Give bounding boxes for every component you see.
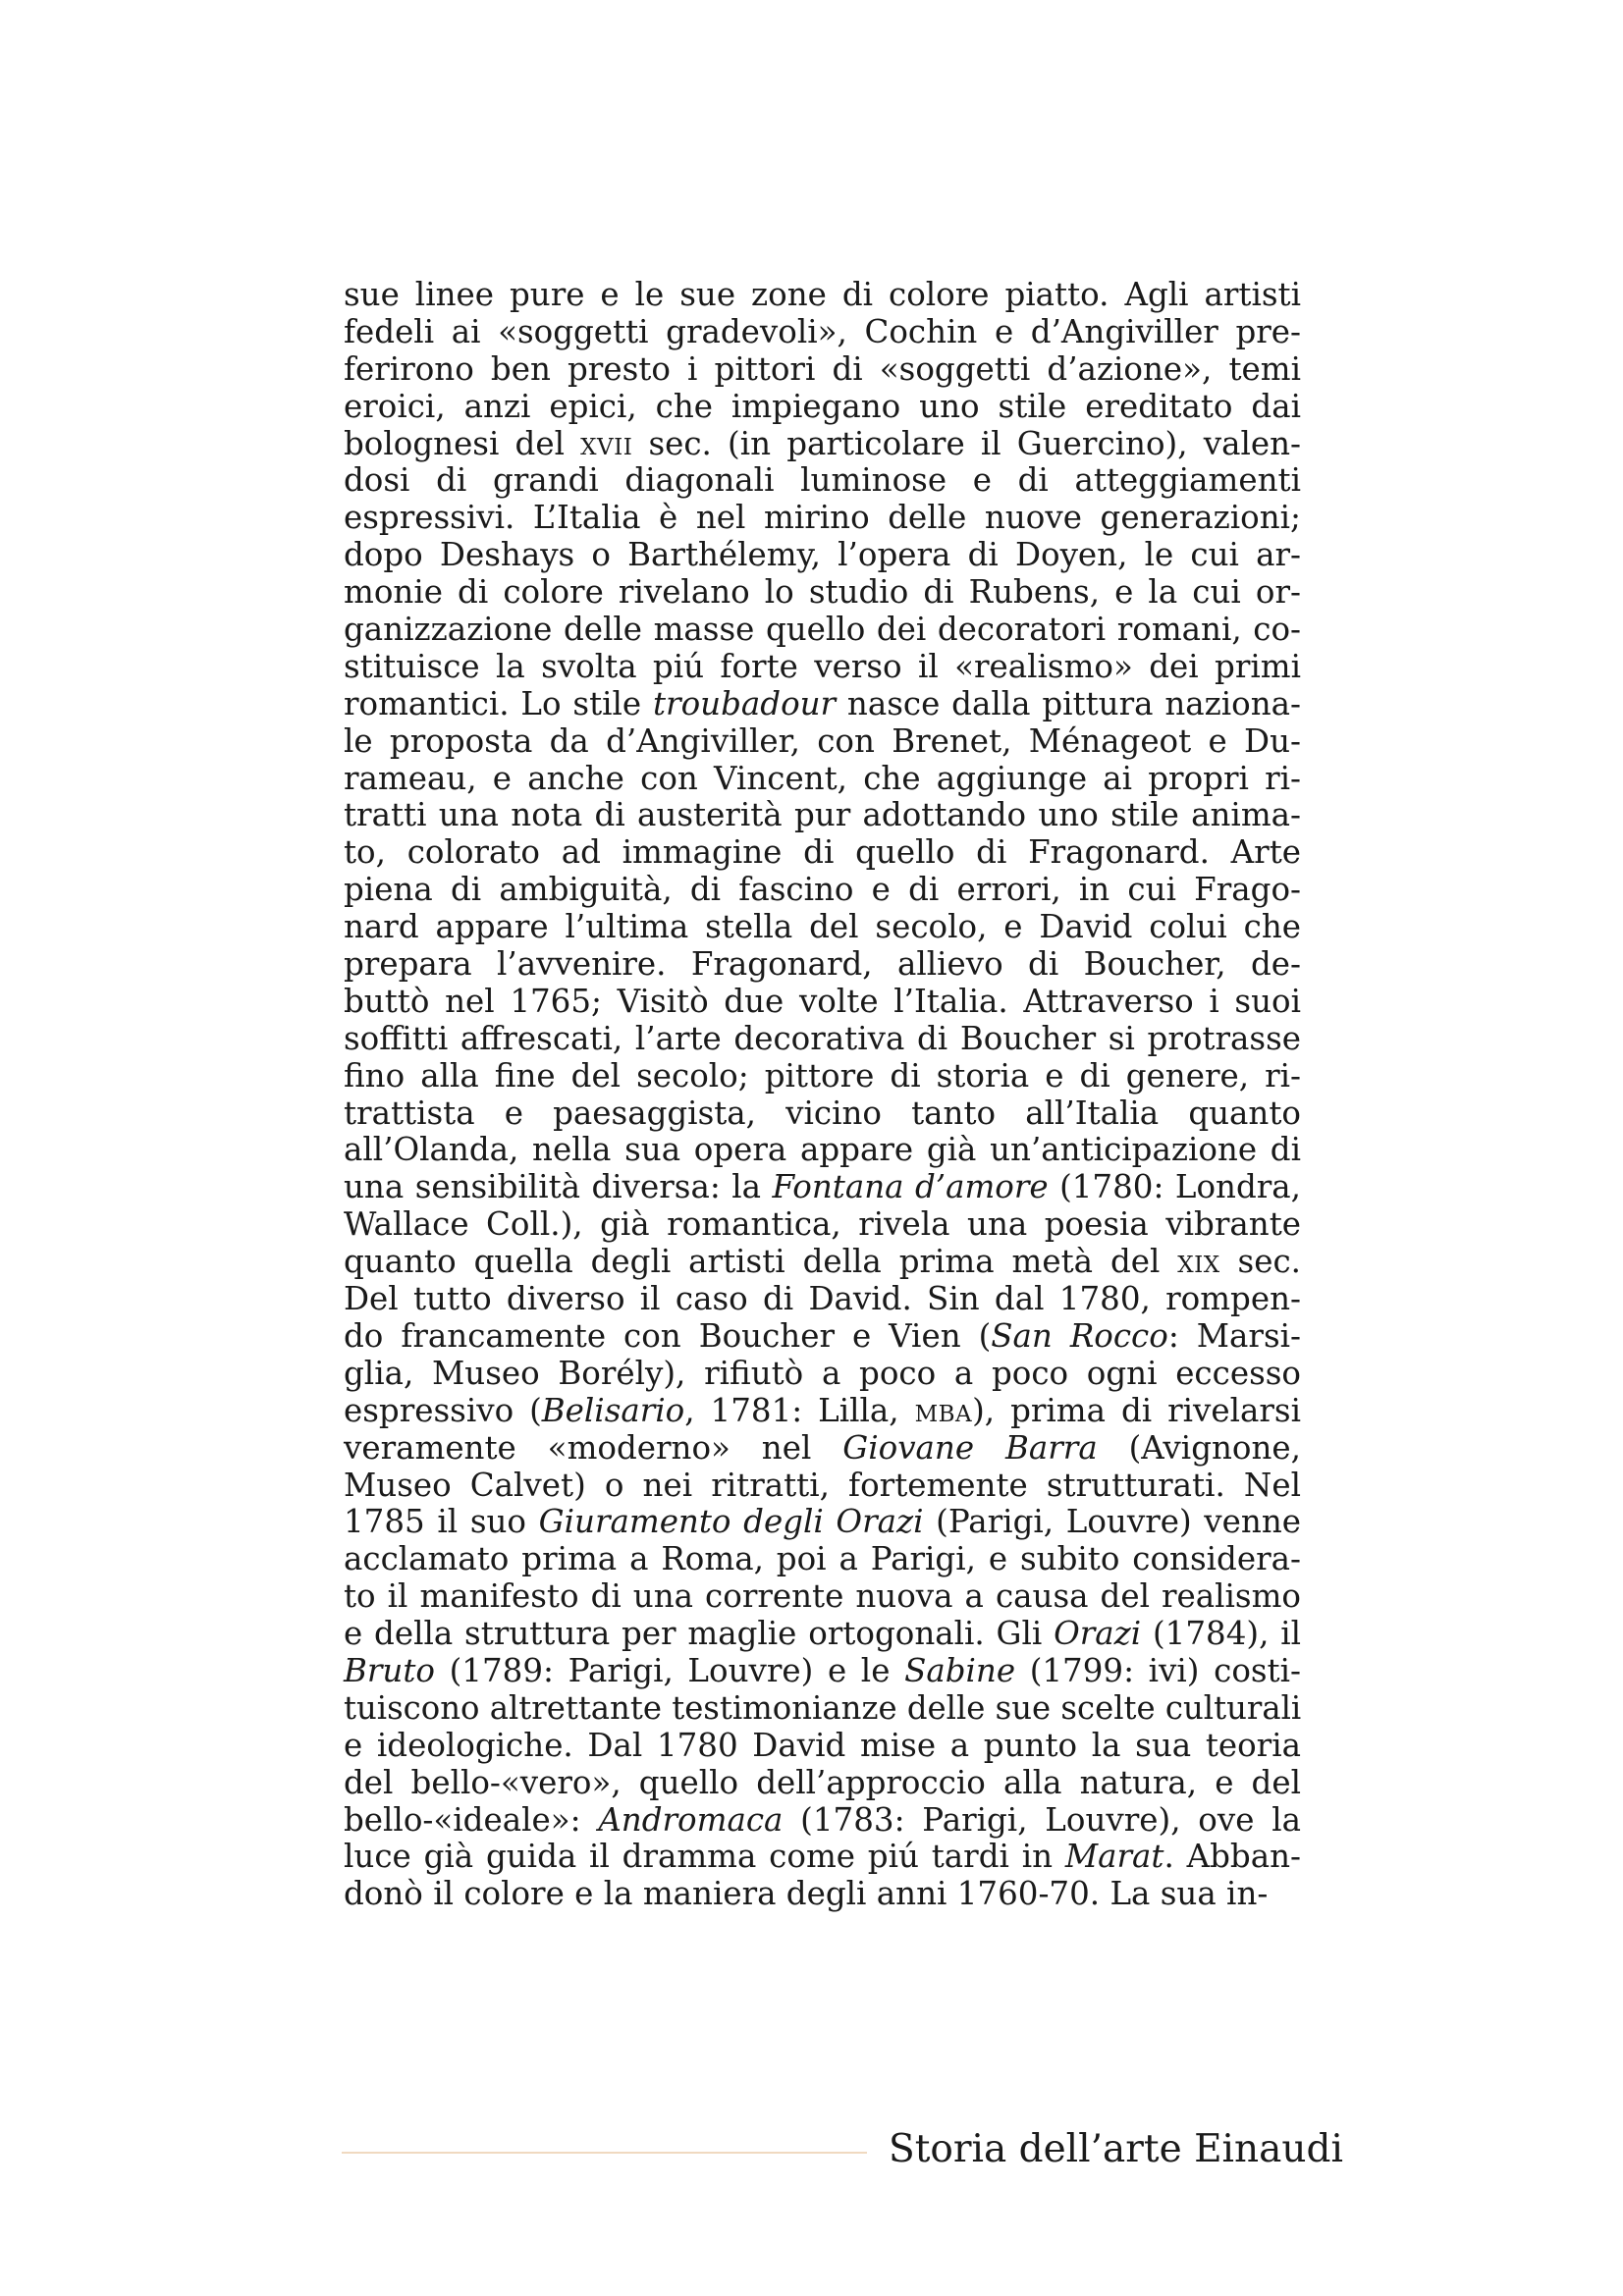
text-line <box>344 1095 1301 1133</box>
text-line <box>344 1430 1301 1468</box>
italic-title: Giovane Barra <box>842 1428 1098 1467</box>
text-line <box>344 1578 1301 1616</box>
text-line <box>344 797 1301 834</box>
text-segment: , 1781: Lilla, <box>684 1391 915 1429</box>
text-line <box>344 500 1301 537</box>
text-line <box>344 462 1301 500</box>
text-line <box>344 1728 1301 1765</box>
text-segment: le proposta da d’Angiviller, con Brenet, Ménageot e Du- <box>344 721 1301 760</box>
text-line <box>344 1541 1301 1578</box>
text-segment: luce già guida il dramma come piú tardi in <box>344 1838 1065 1876</box>
text-line <box>344 1802 1301 1840</box>
small-caps-text: xix <box>1177 1243 1220 1281</box>
text-segment: espressivo ( <box>344 1391 542 1429</box>
text-segment: prepara l’avvenire. Fragonard, allievo di Boucher, de- <box>344 945 1301 984</box>
text-line <box>344 1616 1301 1653</box>
italic-title: Marat <box>1064 1838 1164 1876</box>
text-line <box>344 351 1301 389</box>
text-segment: bolognesi del <box>344 424 581 462</box>
text-segment: acclamato prima a Roma, poi a Parigi, e subito considera- <box>344 1540 1301 1578</box>
text-segment: all’Olanda, nella sua opera appare già un’anticipazione di <box>344 1131 1301 1169</box>
italic-title: Bruto <box>344 1651 435 1689</box>
text-line <box>344 574 1301 612</box>
text-segment: : Marsi- <box>1167 1316 1302 1355</box>
text-segment: (Avignone, <box>1097 1428 1301 1467</box>
text-segment: fedeli ai «soggetti gradevoli», Cochin e d’Angiviller pre- <box>344 312 1301 350</box>
text-line <box>344 1468 1301 1505</box>
text-line <box>344 1765 1301 1802</box>
text-line <box>344 277 1301 314</box>
italic-title: Giuramento degli Orazi <box>538 1503 924 1541</box>
text-segment: donò il colore e la maniera degli anni 1760-70. La sua in- <box>344 1875 1269 1913</box>
text-segment: ferirono ben presto i pittori di «soggetti d’azione», temi <box>344 349 1301 388</box>
text-segment: quanto quella degli artisti della prima metà del <box>344 1243 1178 1281</box>
footer-publisher: Storia dell’arte Einaudi <box>889 2127 1343 2171</box>
text-line <box>344 1021 1301 1058</box>
text-segment: Wallace Coll.), già romantica, rivela una poesia vibrante <box>344 1205 1301 1244</box>
text-segment: . Abban- <box>1163 1838 1302 1876</box>
text-line <box>344 1839 1301 1876</box>
italic-title: Belisario <box>541 1391 685 1429</box>
text-line <box>344 946 1301 984</box>
text-line <box>344 686 1301 723</box>
text-segment: buttò nel 1765; Visitò due volte l’Italia. Attraverso i suoi <box>344 982 1301 1020</box>
text-segment: stituisce la svolta piú forte verso il «realismo» dei primi <box>344 647 1301 685</box>
text-line <box>344 1318 1301 1356</box>
text-line <box>344 1356 1301 1393</box>
text-line <box>344 537 1301 574</box>
text-segment: glia, Museo Borély), rifiutò a poco a poco ogni eccesso <box>344 1354 1301 1392</box>
text-line <box>344 1690 1301 1728</box>
text-line <box>344 1206 1301 1244</box>
text-line <box>344 984 1301 1021</box>
text-line <box>344 389 1301 426</box>
italic-title: troubadour <box>652 684 837 722</box>
text-line <box>344 1244 1301 1281</box>
text-segment: piena di ambiguità, di fascino e di errori, in cui Frago- <box>344 871 1301 909</box>
text-segment: 1785 il suo <box>344 1503 539 1541</box>
text-line <box>344 834 1301 872</box>
small-caps-text: mba <box>914 1391 973 1429</box>
text-segment: e ideologiche. Dal 1780 David mise a punto la sua teoria <box>344 1726 1301 1764</box>
text-segment: e della struttura per maglie ortogonali. Gli <box>344 1615 1055 1653</box>
small-caps-text: xvii <box>580 424 633 462</box>
text-segment: romantici. Lo stile <box>344 684 653 722</box>
italic-title: Andromaca <box>598 1800 784 1839</box>
text-line <box>344 1132 1301 1169</box>
text-segment: del bello-«vero», quello dell’approccio alla natura, e del <box>344 1763 1301 1801</box>
footer-rule <box>342 2152 867 2154</box>
text-line <box>344 761 1301 798</box>
text-segment: soffitti affrescati, l’arte decorativa di Boucher si protrasse <box>344 1019 1301 1057</box>
text-line <box>344 1058 1301 1095</box>
text-segment: sue linee pure e le sue zone di colore piatto. Agli artisti <box>344 276 1301 313</box>
text-line <box>344 1876 1301 1913</box>
text-segment: dosi di grandi diagonali luminose e di atteggiamenti <box>344 461 1301 500</box>
text-line <box>344 314 1301 351</box>
text-segment: (1780: Londra, <box>1048 1168 1301 1206</box>
text-segment: rameau, e anche con Vincent, che aggiunge ai propri ri- <box>344 759 1301 797</box>
text-line <box>344 1504 1301 1541</box>
body-text <box>344 277 1301 1913</box>
italic-title: San Rocco <box>991 1316 1168 1355</box>
italic-title: Fontana d’amore <box>772 1168 1049 1206</box>
text-segment: Museo Calvet) o nei ritratti, fortemente strutturati. Nel <box>344 1466 1301 1504</box>
text-line <box>344 1281 1301 1318</box>
text-segment: espressivi. L’Italia è nel mirino delle nuove generazioni; <box>344 499 1301 537</box>
text-segment: (1789: Parigi, Louvre) e le <box>434 1651 905 1689</box>
text-line <box>344 612 1301 649</box>
text-segment: to, colorato ad immagine di quello di Fragonard. Arte <box>344 833 1301 872</box>
text-segment: ), prima di rivelarsi <box>972 1391 1301 1429</box>
text-segment: monie di colore rivelano lo studio di Rubens, e la cui or- <box>344 573 1301 612</box>
italic-title: Orazi <box>1054 1615 1142 1653</box>
text-line <box>344 1393 1301 1430</box>
text-line <box>344 909 1301 946</box>
text-segment: sec. <box>1219 1243 1301 1281</box>
text-segment: dopo Deshays o Barthélemy, l’opera di Doyen, le cui ar- <box>344 536 1301 574</box>
text-segment: (1784), il <box>1141 1615 1302 1653</box>
text-line <box>344 872 1301 909</box>
text-segment: (1783: Parigi, Louvre), ove la <box>783 1800 1302 1839</box>
text-line <box>344 723 1301 761</box>
text-line <box>344 1169 1301 1206</box>
text-segment: sec. (in particolare il Guercino), valen- <box>632 424 1301 462</box>
italic-title: Sabine <box>904 1651 1016 1689</box>
text-segment: tuiscono altrettante testimonianze delle sue scelte culturali <box>344 1688 1302 1727</box>
text-segment: fino alla fine del secolo; pittore di storia e di genere, ri- <box>344 1056 1301 1095</box>
text-segment: do francamente con Boucher e Vien ( <box>344 1316 992 1355</box>
text-line <box>344 1653 1301 1690</box>
text-segment: veramente «moderno» nel <box>344 1428 843 1467</box>
text-segment: ganizzazione delle masse quello dei decoratori romani, co- <box>344 611 1301 649</box>
text-segment: trattista e paesaggista, vicino tanto all’Italia quanto <box>344 1094 1301 1132</box>
text-segment: una sensibilità diversa: la <box>344 1168 773 1206</box>
text-line <box>344 649 1301 686</box>
text-segment: nard appare l’ultima stella del secolo, e David colui che <box>344 908 1301 946</box>
text-segment: nasce dalla pittura naziona- <box>836 684 1301 722</box>
text-line <box>344 426 1301 463</box>
text-segment: to il manifesto di una corrente nuova a causa del realismo <box>344 1577 1301 1616</box>
text-segment: bello-«ideale»: <box>344 1800 599 1839</box>
text-segment: eroici, anzi epici, che impiegano uno stile ereditato dai <box>344 387 1301 425</box>
text-segment: Del tutto diverso il caso di David. Sin dal 1780, rompen- <box>344 1280 1301 1318</box>
text-segment: tratti una nota di austerità pur adottando uno stile anima- <box>344 796 1301 834</box>
text-segment: (1799: ivi) costi- <box>1015 1651 1301 1689</box>
text-segment: (Parigi, Louvre) venne <box>923 1503 1302 1541</box>
